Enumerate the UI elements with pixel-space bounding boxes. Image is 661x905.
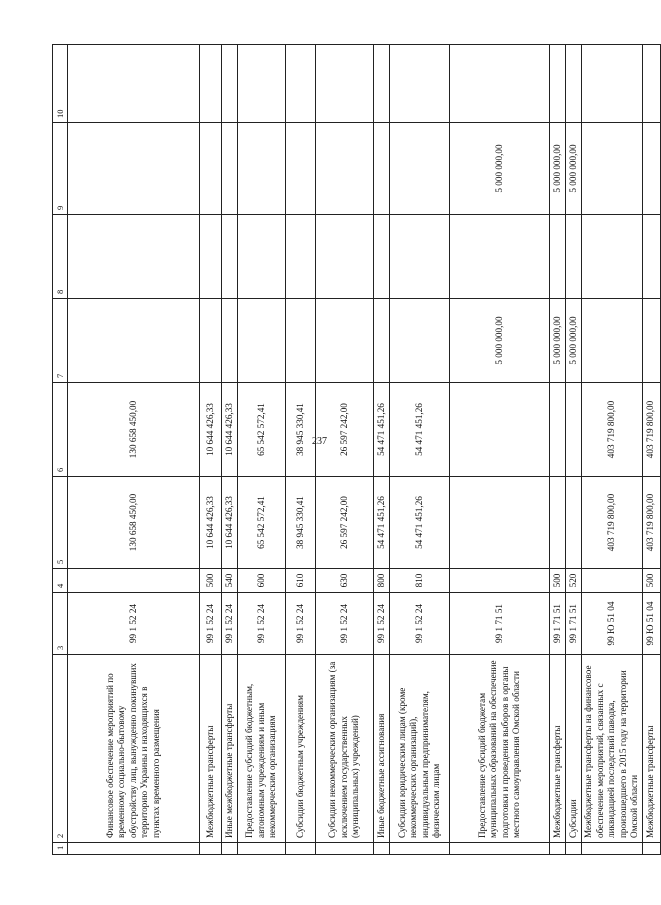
row-col5: 54 471 451,26	[390, 477, 450, 569]
row-type: 600	[238, 569, 286, 593]
row-col8	[68, 215, 200, 299]
row-code: 99 1 71 51	[566, 593, 582, 655]
row-name: Межбюджетные трансферты на финансовое обеспечение мероприятий, связанных с ликвидацией последствий паводка, произошедшего в 2015 году на территории Омской области	[582, 655, 643, 843]
row-col7	[316, 299, 374, 383]
row-type	[68, 569, 200, 593]
column-header: 3	[53, 593, 68, 655]
row-col9	[286, 123, 316, 215]
row-col6	[566, 383, 582, 477]
row-col5: 10 644 426,33	[200, 477, 222, 569]
empty	[550, 843, 566, 855]
row-col5	[550, 477, 566, 569]
row-col10	[582, 45, 643, 123]
page-number: 237	[312, 436, 327, 447]
row-col8	[238, 215, 286, 299]
row-col8	[582, 215, 643, 299]
row-col9	[68, 123, 200, 215]
row-col5	[566, 477, 582, 569]
row-col6: 54 471 451,26	[374, 383, 390, 477]
row-col9	[582, 123, 643, 215]
row-col9	[238, 123, 286, 215]
table-row	[374, 45, 390, 855]
row-col5: 403 719 800,00	[582, 477, 643, 569]
row-col7: 5 000 000,00	[550, 299, 566, 383]
row-col10	[374, 45, 390, 123]
column-header: 2	[53, 655, 68, 843]
row-col8	[222, 215, 238, 299]
row-col8	[200, 215, 222, 299]
row-col7: 5 000 000,00	[566, 299, 582, 383]
row-name: Иные межбюджетные трансферты	[222, 655, 238, 843]
empty	[642, 843, 660, 855]
empty	[374, 843, 390, 855]
table-row	[238, 45, 286, 855]
empty	[316, 843, 374, 855]
row-name: Межбюджетные трансферты	[642, 655, 660, 843]
row-type: 500	[642, 569, 660, 593]
row-col5	[450, 477, 550, 569]
table-row	[316, 45, 374, 855]
row-name: Межбюджетные трансферты	[200, 655, 222, 843]
row-col6: 54 471 451,26	[390, 383, 450, 477]
row-col9	[374, 123, 390, 215]
row-col8	[316, 215, 374, 299]
table-row	[582, 45, 643, 855]
row-type: 500	[550, 569, 566, 593]
row-type	[450, 569, 550, 593]
table-row	[286, 45, 316, 855]
row-col10	[450, 45, 550, 123]
row-col5: 38 945 330,41	[286, 477, 316, 569]
row-col9	[200, 123, 222, 215]
empty	[390, 843, 450, 855]
row-col6: 65 542 572,41	[238, 383, 286, 477]
column-header: 7	[53, 299, 68, 383]
row-name: Предоставление субсидий бюджетным, автономным учреждениям и иным некоммерческим организациям	[238, 655, 286, 843]
row-col8	[390, 215, 450, 299]
row-col10	[222, 45, 238, 123]
row-name: Субсидии	[566, 655, 582, 843]
row-code: 99 1 52 24	[286, 593, 316, 655]
row-col5: 403 719 800,00	[642, 477, 660, 569]
row-name: Иные бюджетные ассигнования	[374, 655, 390, 843]
row-col6	[550, 383, 566, 477]
empty	[566, 843, 582, 855]
row-col9	[642, 123, 660, 215]
row-col10	[68, 45, 200, 123]
empty	[450, 843, 550, 855]
row-type: 500	[200, 569, 222, 593]
row-col8	[566, 215, 582, 299]
row-col6: 403 719 800,00	[582, 383, 643, 477]
row-col7	[582, 299, 643, 383]
row-col10	[316, 45, 374, 123]
column-header: 6	[53, 383, 68, 477]
row-code: 99 1 71 51	[550, 593, 566, 655]
row-col8	[550, 215, 566, 299]
table-row	[642, 45, 660, 855]
column-header: 4	[53, 569, 68, 593]
row-col6: 10 644 426,33	[222, 383, 238, 477]
row-name: Межбюджетные трансферты	[550, 655, 566, 843]
row-col10	[238, 45, 286, 123]
row-type: 520	[566, 569, 582, 593]
row-code: 99 1 52 24	[200, 593, 222, 655]
empty	[582, 843, 643, 855]
row-col9	[390, 123, 450, 215]
table-row	[566, 45, 582, 855]
row-col6: 130 658 450,00	[68, 383, 200, 477]
table-row	[550, 45, 566, 855]
table-header-row	[53, 45, 68, 855]
row-col7	[390, 299, 450, 383]
budget-table	[52, 44, 661, 855]
column-header: 10	[53, 45, 68, 123]
row-col8	[642, 215, 660, 299]
empty	[286, 843, 316, 855]
row-col10	[550, 45, 566, 123]
row-col10	[566, 45, 582, 123]
table-row	[200, 45, 222, 855]
row-col6: 403 719 800,00	[642, 383, 660, 477]
row-type: 810	[390, 569, 450, 593]
row-col7	[642, 299, 660, 383]
column-header: 8	[53, 215, 68, 299]
table-row	[450, 45, 550, 855]
row-col9: 5 000 000,00	[450, 123, 550, 215]
column-header: 1	[53, 843, 68, 855]
row-type: 540	[222, 569, 238, 593]
row-col8	[286, 215, 316, 299]
row-code: 99 1 52 24	[390, 593, 450, 655]
row-name: Субсидии юридическим лицам (кроме некоммерческих организаций), индивидуальным предпринимателям, физическим лицам	[390, 655, 450, 843]
row-col7	[222, 299, 238, 383]
empty	[68, 843, 200, 855]
row-col9	[222, 123, 238, 215]
table-row	[222, 45, 238, 855]
row-code: 99 1 52 24	[238, 593, 286, 655]
row-col8	[374, 215, 390, 299]
row-col6	[450, 383, 550, 477]
row-col9	[316, 123, 374, 215]
row-code: 99 1 52 24	[222, 593, 238, 655]
row-col9: 5 000 000,00	[566, 123, 582, 215]
row-col6: 10 644 426,33	[200, 383, 222, 477]
row-col5: 130 658 450,00	[68, 477, 200, 569]
budget-table-rotated	[52, 45, 656, 855]
row-type	[582, 569, 643, 593]
row-col6: 26 597 242,00	[316, 383, 374, 477]
table-row	[390, 45, 450, 855]
row-col6: 38 945 330,41	[286, 383, 316, 477]
row-name: Субсидии некоммерческим организациям (за исключением государственных (муниципальных) учреждений)	[316, 655, 374, 843]
row-name: Финансовое обеспечение мероприятий по временному социально-бытовому обустройству лиц, вынужденно покинувших территорию Украины и находящихся в пунктах временного размещения	[68, 655, 200, 843]
row-code: 99 1 71 51	[450, 593, 550, 655]
row-name: Предоставление субсидий бюджетам муниципальных образований на обеспечение подготовки и проведения выборов в органы местного самоуправления Омской области	[450, 655, 550, 843]
row-col9: 5 000 000,00	[550, 123, 566, 215]
row-code: 99 1 52 24	[68, 593, 200, 655]
row-col10	[200, 45, 222, 123]
row-code: 99 Ю 51 04	[582, 593, 643, 655]
row-col7	[68, 299, 200, 383]
row-code: 99 Ю 51 04	[642, 593, 660, 655]
row-col10	[642, 45, 660, 123]
row-col7	[286, 299, 316, 383]
row-col5: 54 471 451,26	[374, 477, 390, 569]
row-col10	[286, 45, 316, 123]
row-name: Субсидии бюджетным учреждениям	[286, 655, 316, 843]
row-col5: 10 644 426,33	[222, 477, 238, 569]
column-header: 9	[53, 123, 68, 215]
column-header: 5	[53, 477, 68, 569]
row-type: 800	[374, 569, 390, 593]
row-type: 610	[286, 569, 316, 593]
row-col7	[200, 299, 222, 383]
row-col7: 5 000 000,00	[450, 299, 550, 383]
row-col10	[390, 45, 450, 123]
row-code: 99 1 52 24	[316, 593, 374, 655]
row-type: 630	[316, 569, 374, 593]
row-col5: 26 597 242,00	[316, 477, 374, 569]
row-code: 99 1 52 24	[374, 593, 390, 655]
empty	[238, 843, 286, 855]
row-col5: 65 542 572,41	[238, 477, 286, 569]
empty	[200, 843, 222, 855]
table-row	[68, 45, 200, 855]
row-col7	[238, 299, 286, 383]
row-col8	[450, 215, 550, 299]
empty	[222, 843, 238, 855]
row-col7	[374, 299, 390, 383]
